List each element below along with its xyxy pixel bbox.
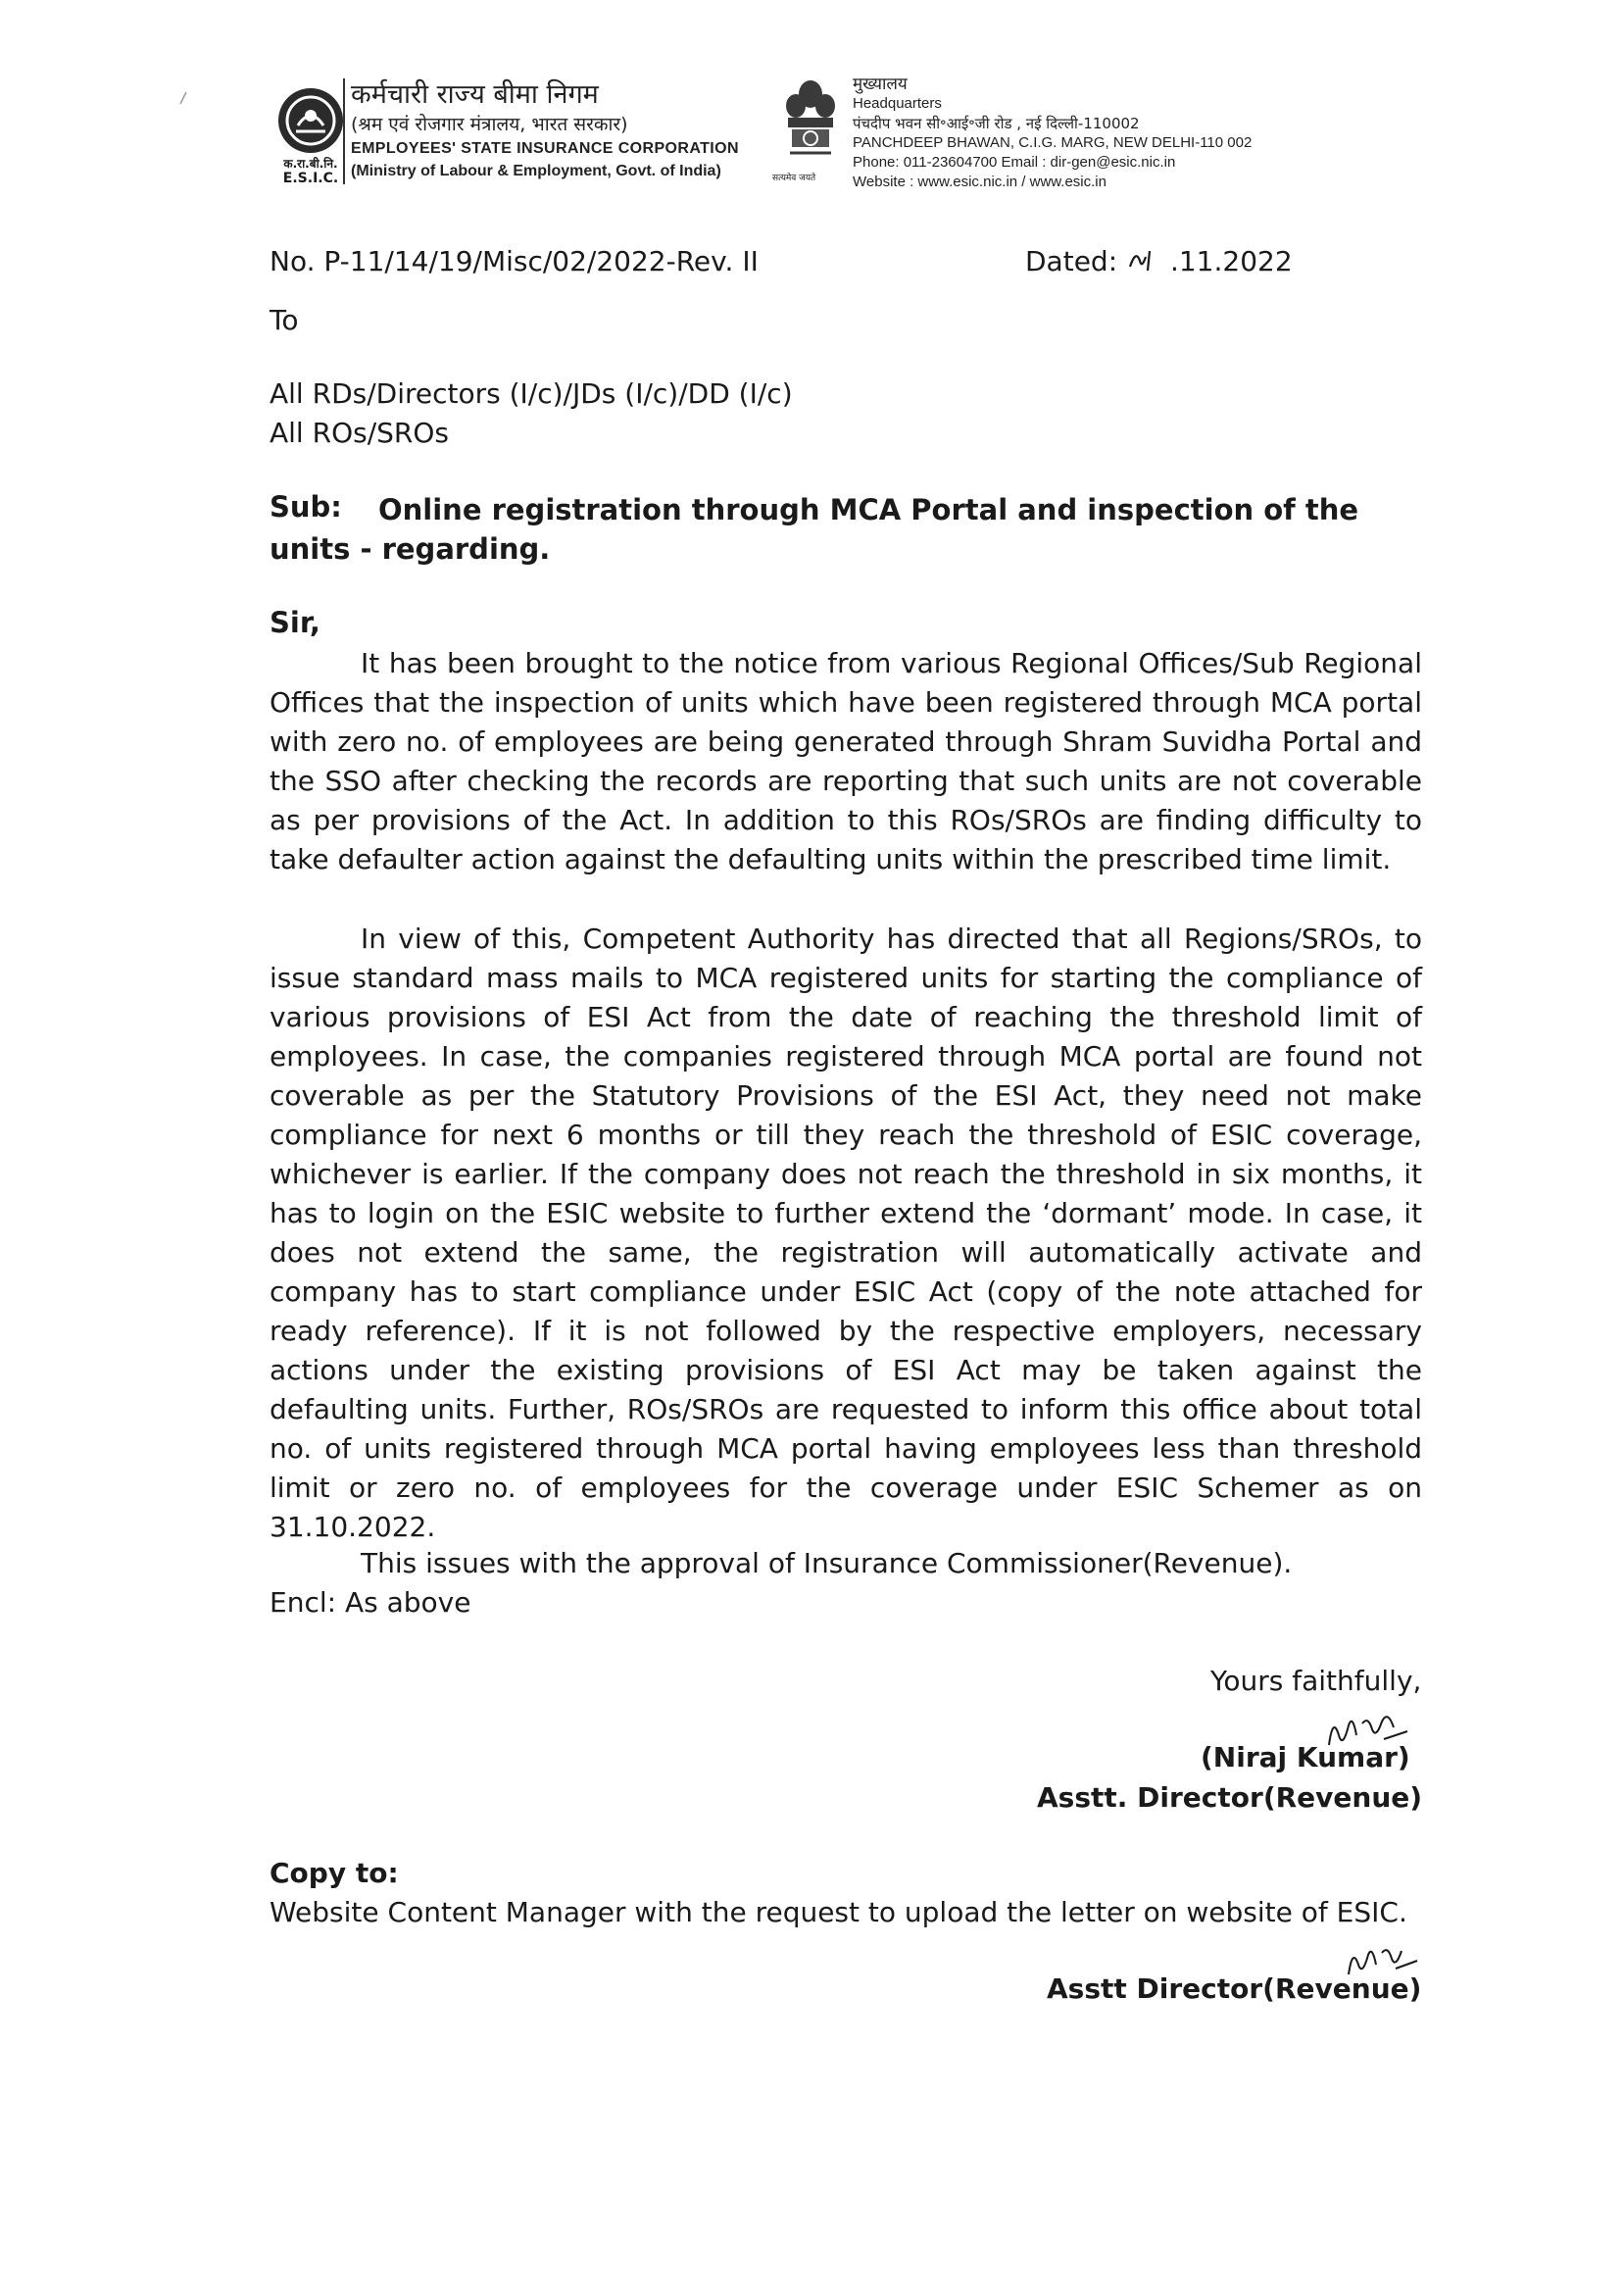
hq-english: Headquarters bbox=[853, 95, 942, 112]
subject-label: Sub: bbox=[270, 490, 342, 524]
subject-text: Online registration through MCA Portal and inspection of the units - regarding. bbox=[270, 493, 1359, 566]
copy-to-text: Website Content Manager with the request to upload the letter on website of ESIC. bbox=[270, 1896, 1407, 1928]
ministry-english: (Ministry of Labour & Employment, Govt. of India) bbox=[351, 163, 721, 179]
salutation: Sir, bbox=[270, 606, 320, 639]
ministry-hindi: (श्रम एवं रोजगार मंत्रालय, भारत सरकार) bbox=[351, 114, 628, 135]
headquarters-block bbox=[853, 75, 1252, 192]
paragraph-1: It has been brought to the notice from various Regional Offices/Sub Regional Offices that the inspection of units which have been registered through MCA portal with zero no. of employees are being generated through Shram Suvidha Portal and the SSO after checking the records are reporting that such units are not coverable as per provisions of the Act. In addition to this ROs/SROs are finding difficulty to take defaulter action against the defaulting units within the prescribed time limit. bbox=[270, 647, 1422, 875]
letterhead-divider bbox=[343, 78, 345, 184]
esic-logo bbox=[276, 86, 345, 155]
stray-pen-mark bbox=[176, 90, 190, 108]
dated-value: .11.2022 bbox=[1169, 245, 1293, 277]
addressee-1: All RDs/Directors (I/c)/JDs (I/c)/DD (I/c) bbox=[270, 377, 793, 410]
phone-email: Phone: 011-23604700 Email : dir-gen@esic.nic.in bbox=[853, 154, 1176, 171]
org-name-english: EMPLOYEES' STATE INSURANCE CORPORATION bbox=[351, 140, 739, 157]
enclosure: Encl: As above bbox=[270, 1586, 471, 1619]
copy-designation: Asstt Director(Revenue) bbox=[1047, 1972, 1422, 2005]
hq-hindi: मुख्यालय bbox=[853, 75, 908, 94]
abbr-hindi: क.रा.बी.नि. bbox=[283, 157, 338, 171]
date-line bbox=[1025, 245, 1293, 277]
esic-abbreviation bbox=[272, 157, 349, 186]
website: Website : www.esic.nic.in / www.esic.in bbox=[853, 174, 1107, 190]
address-english: PANCHDEEP BHAWAN, C.I.G. MARG, NEW DELHI-110 002 bbox=[853, 134, 1253, 151]
paragraph-2: In view of this, Competent Authority has directed that all Regions/SROs, to issue standard mass mails to MCA registered units for starting the compliance of various provisions of ESI Act from the date of reaching the threshold limit of employees. In case, the companies registered through MCA portal are found not coverable as per the Statutory Provisions of the ESI Act, they need not make compliance for next 6 months or till they reach the threshold of ESIC coverage, whichever is earlier. If the company does not reach the threshold in six months, it has to login on the ESIC website to further extend the ‘dormant’ mode. In case, it does not extend the same, the registration will automatically activate and company has to start compliance under ESIC Act (copy of the note attached for ready reference). If it is not followed by the respective employers, necessary actions under the existing provisions of ESI Act may be taken against the defaulting units. Further, ROs/SROs are requested to inform this office about total no. of units registered through MCA portal having employees less than threshold limit or zero no. of employees for the coverage under ESIC Schemer as on 31.10.2022. bbox=[270, 923, 1422, 1543]
handwritten-date-icon bbox=[1126, 245, 1161, 275]
org-name-hindi: कर्मचारी राज्य बीमा निगम bbox=[351, 79, 599, 110]
closing: Yours faithfully, bbox=[1210, 1665, 1422, 1697]
paragraph-3: This issues with the approval of Insurance Commissioner(Revenue). bbox=[361, 1547, 1293, 1579]
to-label: To bbox=[270, 304, 299, 336]
signatory-name: (Niraj Kumar) bbox=[1201, 1741, 1410, 1773]
emblem-motto: सत्यमेव जयते bbox=[772, 174, 816, 183]
copy-to-label: Copy to: bbox=[270, 1857, 399, 1889]
dated-label: Dated: bbox=[1025, 245, 1118, 277]
addressee-2: All ROs/SROs bbox=[270, 417, 449, 449]
organisation-block bbox=[351, 78, 739, 182]
abbr-english: E.S.I.C. bbox=[282, 171, 339, 186]
address-hindi: पंचदीप भवन सी॰आई॰जी रोड , नई दिल्ली-110002 bbox=[853, 115, 1140, 132]
national-emblem-icon bbox=[772, 76, 841, 186]
signatory-designation: Asstt. Director(Revenue) bbox=[1037, 1781, 1423, 1814]
reference-number: No. P-11/14/19/Misc/02/2022-Rev. II bbox=[270, 245, 759, 277]
